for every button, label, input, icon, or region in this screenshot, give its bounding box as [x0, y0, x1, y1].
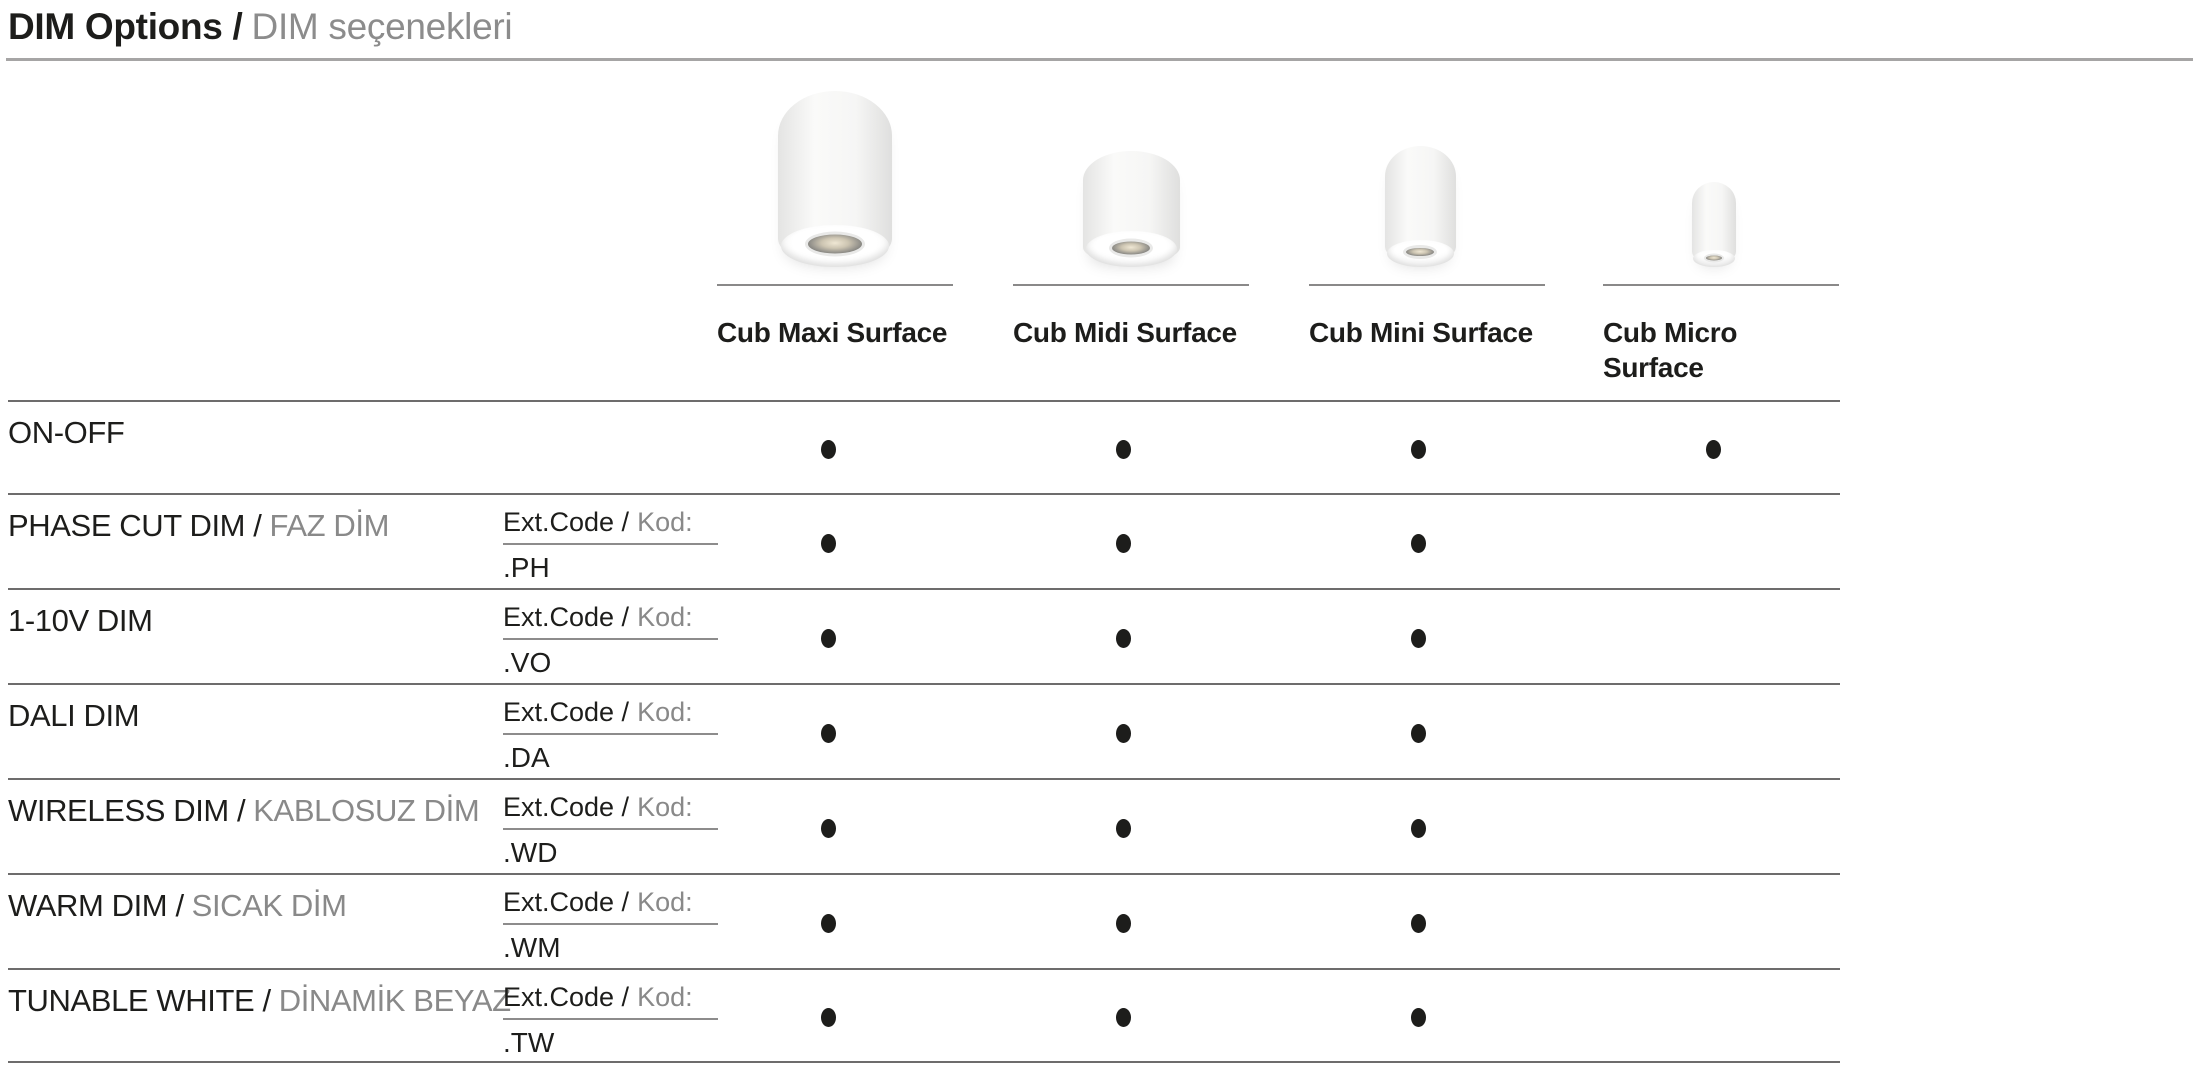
page-title-tr: DIM seçenekleri: [251, 6, 513, 47]
table-row-dali-dim: [8, 683, 1840, 778]
table-row-phase-cut-dim: [8, 493, 1840, 588]
availability-dot-cub-micro: [1706, 440, 1721, 459]
table-row-on-off: [8, 400, 1840, 493]
cub-maxi-photo: [778, 91, 892, 263]
ext-code-heading: Ext.Code / Kod:: [503, 696, 718, 735]
ext-code-value: .TW: [503, 1027, 555, 1058]
ext-code-block: [503, 791, 718, 869]
lamp-lens: [1704, 253, 1724, 262]
row-label-en: WIRELESS DIM /: [8, 793, 246, 828]
ext-code-value: .PH: [503, 552, 550, 583]
row-label: [8, 508, 389, 544]
availability-dot-cub-maxi: [821, 629, 836, 648]
row-label: [8, 603, 161, 639]
availability-dot-cub-maxi: [821, 914, 836, 933]
availability-dot-cub-midi: [1116, 629, 1131, 648]
ext-code-value: .WD: [503, 837, 558, 868]
row-label: [8, 793, 479, 829]
availability-dot-cub-mini: [1411, 914, 1426, 933]
row-label-en: PHASE CUT DIM /: [8, 508, 262, 543]
ext-code-heading: Ext.Code / Kod:: [503, 886, 718, 925]
ext-code-value: .WM: [503, 932, 561, 963]
ext-code-block: [503, 886, 718, 964]
page-title-en: DIM Options /: [8, 6, 243, 47]
cub-mini-photo: [1385, 146, 1456, 263]
ext-code-value: .VO: [503, 647, 552, 678]
table-row-1-10v-dim: [8, 588, 1840, 683]
availability-dot-cub-mini: [1411, 1008, 1426, 1027]
ext-code-block: [503, 601, 718, 679]
ext-code-block: [503, 506, 718, 584]
row-label-en: 1-10V DIM: [8, 603, 153, 638]
availability-dot-cub-midi: [1116, 534, 1131, 553]
product-underline: [1309, 284, 1545, 286]
availability-dot-cub-maxi: [821, 724, 836, 743]
row-label-tr: KABLOSUZ DİM: [253, 793, 480, 828]
ext-code-heading: Ext.Code / Kod:: [503, 981, 718, 1020]
row-label: [8, 983, 511, 1019]
row-label-en: TUNABLE WHITE /: [8, 983, 271, 1018]
availability-dot-cub-maxi: [821, 1008, 836, 1027]
lamp-face: [781, 225, 888, 267]
ext-code-block: [503, 696, 718, 774]
availability-dot-cub-mini: [1411, 819, 1426, 838]
availability-dot-cub-midi: [1116, 914, 1131, 933]
table-row-wireless-dim: [8, 778, 1840, 873]
ext-code-heading: Ext.Code / Kod:: [503, 791, 718, 830]
product-underline: [1603, 284, 1839, 286]
row-label: [8, 888, 347, 924]
product-label-cub-micro: Cub Micro Surface: [1603, 317, 1738, 383]
cub-micro-photo: [1692, 182, 1736, 263]
row-label: [8, 415, 132, 451]
availability-dot-cub-midi: [1116, 1008, 1131, 1027]
availability-dot-cub-mini: [1411, 724, 1426, 743]
ext-code-heading: Ext.Code / Kod:: [503, 506, 718, 545]
ext-code-value: .DA: [503, 742, 550, 773]
cub-midi-photo: [1083, 151, 1180, 263]
product-underline: [1013, 284, 1249, 286]
availability-dot-cub-maxi: [821, 819, 836, 838]
row-label-en: WARM DIM /: [8, 888, 184, 923]
table-row-warm-dim: [8, 873, 1840, 968]
product-label-cub-midi: Cub Midi Surface: [1013, 317, 1237, 348]
lamp-lens: [1403, 245, 1437, 259]
lamp-face: [1387, 240, 1454, 267]
availability-dot-cub-mini: [1411, 534, 1426, 553]
availability-dot-cub-mini: [1411, 629, 1426, 648]
row-label: [8, 698, 147, 734]
ext-code-block: [503, 981, 718, 1059]
dim-options-table: [8, 400, 1840, 1063]
lamp-face: [1086, 231, 1177, 267]
ext-code-heading: Ext.Code / Kod:: [503, 601, 718, 640]
row-label-tr: DİNAMİK BEYAZ: [278, 983, 511, 1018]
table-row-tunable-white: [8, 968, 1840, 1063]
title-divider: [6, 58, 2193, 61]
page-title: [8, 4, 512, 50]
product-underline: [717, 284, 953, 286]
availability-dot-cub-midi: [1116, 724, 1131, 743]
row-label-tr: FAZ DİM: [269, 508, 390, 543]
lamp-lens: [805, 232, 865, 257]
availability-dot-cub-maxi: [821, 534, 836, 553]
availability-dot-cub-midi: [1116, 440, 1131, 459]
availability-dot-cub-maxi: [821, 440, 836, 459]
product-label-cub-maxi: Cub Maxi Surface: [717, 317, 948, 348]
row-label-en: DALI DIM: [8, 698, 140, 733]
availability-dot-cub-midi: [1116, 819, 1131, 838]
product-label-cub-mini: Cub Mini Surface: [1309, 317, 1533, 348]
lamp-face: [1693, 250, 1734, 267]
availability-dot-cub-mini: [1411, 440, 1426, 459]
row-label-tr: SICAK DİM: [191, 888, 347, 923]
lamp-lens: [1109, 238, 1153, 257]
row-label-en: ON-OFF: [8, 415, 125, 450]
